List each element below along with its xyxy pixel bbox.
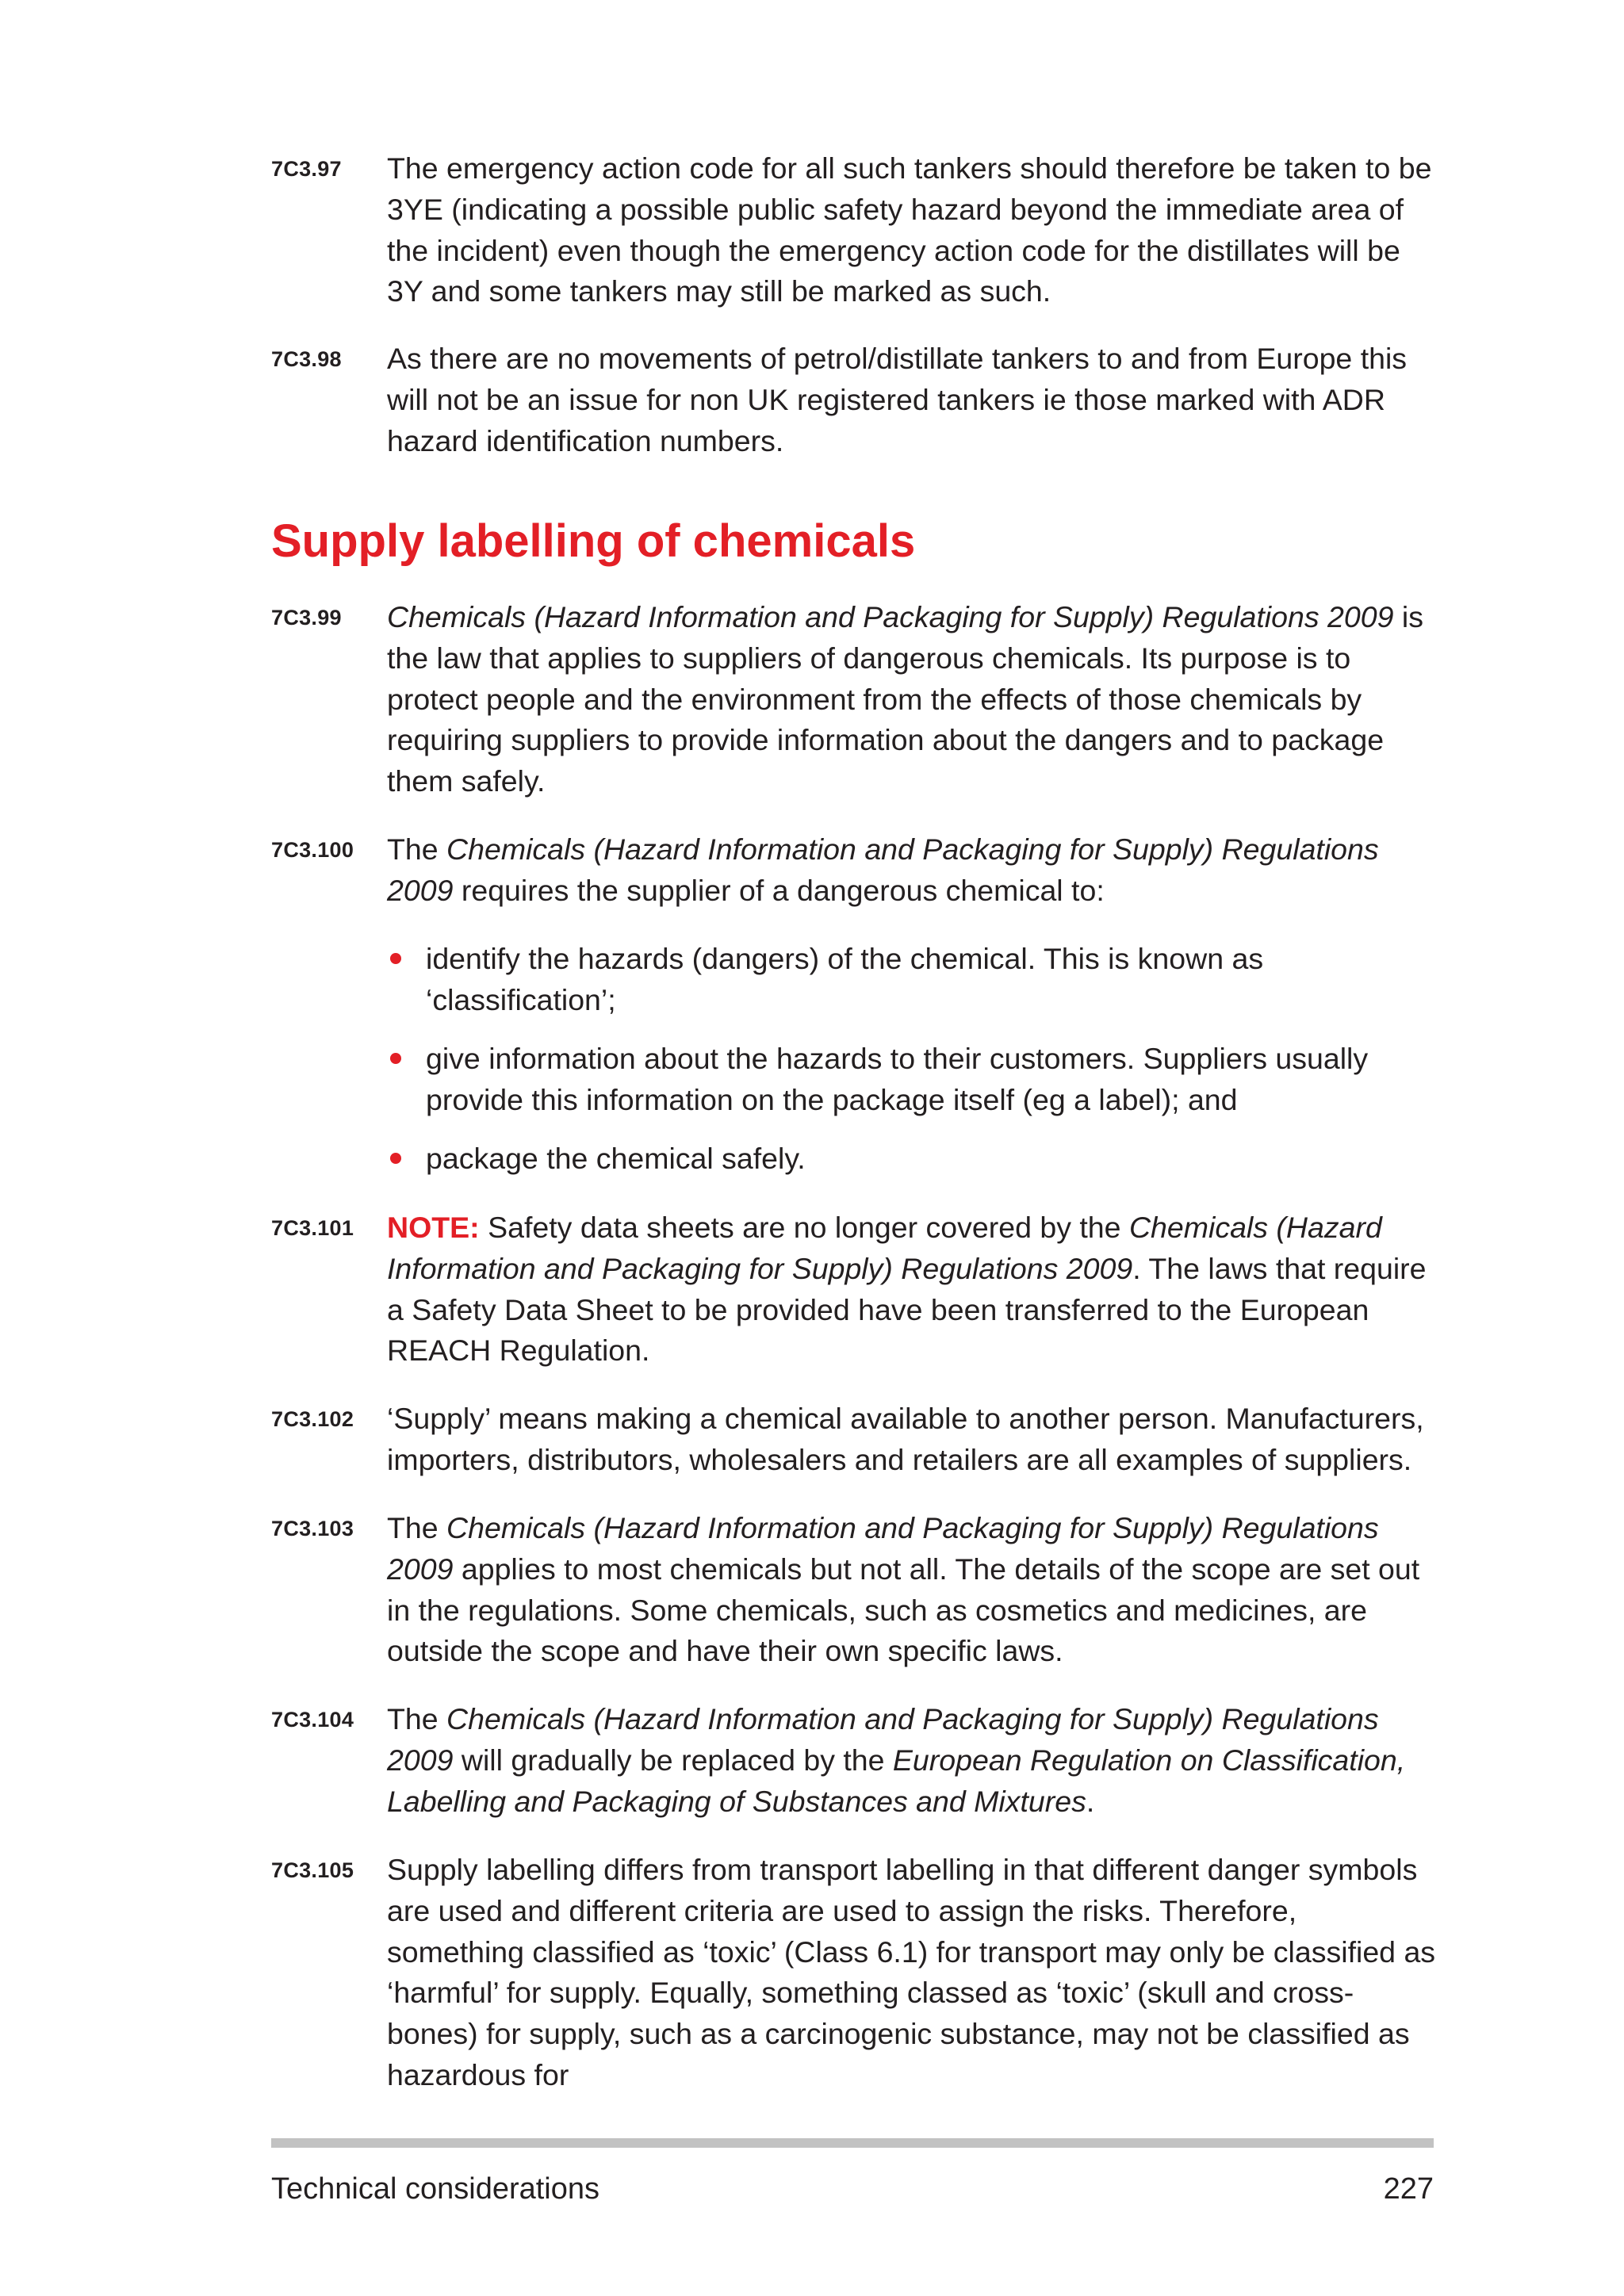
regulation-title: European Regulation on Classification, Labelling and Packaging of Substances and Mixtures bbox=[387, 1743, 1406, 1818]
paragraph-number: 7C3.100 bbox=[271, 838, 354, 862]
paragraph-text bbox=[387, 1699, 1437, 1822]
text-segment: Supply labelling differs from transport labelling in that different danger symbols are used and different criteria are used to assign the risks. Therefore, something classified as ‘toxic’ (Class 6.1) for transport may only be classified as ‘harmful’ for supply. Equally, something classed as ‘toxic’ (skull and cross-bones) for supply, such as a carcinogenic substance, may not be classified as hazardous for bbox=[387, 1853, 1436, 2091]
regulation-title: Chemicals (Hazard Information and Packaging for Supply) Regulations 2009 bbox=[387, 1511, 1379, 1586]
text-segment: . bbox=[1086, 1784, 1095, 1818]
paragraph-7c3-102 bbox=[271, 1399, 1437, 1481]
paragraph-7c3-97 bbox=[271, 148, 1437, 312]
paragraph-number: 7C3.102 bbox=[271, 1407, 354, 1431]
regulation-title: Chemicals (Hazard Information and Packaging for Supply) Regulations 2009 bbox=[387, 1702, 1379, 1777]
bullet-item bbox=[387, 1138, 1442, 1180]
bullet-dot-icon bbox=[390, 953, 401, 964]
paragraph-7c3-100 bbox=[271, 829, 1437, 912]
paragraph-7c3-103 bbox=[271, 1508, 1437, 1672]
paragraph-7c3-99 bbox=[271, 597, 1437, 802]
paragraph-text bbox=[387, 829, 1437, 912]
paragraph-number: 7C3.99 bbox=[271, 606, 342, 629]
text-segment: applies to most chemicals but not all. The details of the scope are set out in the regulations. Some chemicals, such as cosmetics and medicines, are outside the scope and have their own specific laws. bbox=[387, 1552, 1420, 1668]
regulation-title: Chemicals (Hazard Information and Packaging for Supply) Regulations 2009 bbox=[387, 600, 1394, 633]
text-segment: ‘Supply’ means making a chemical available to another person. Manufacturers, importers, distributors, wholesalers and retailers are all examples of suppliers. bbox=[387, 1402, 1424, 1476]
paragraph-7c3-101 bbox=[271, 1207, 1437, 1372]
text-segment: will gradually be replaced by the bbox=[453, 1743, 893, 1777]
text-segment: Safety data sheets are no longer covered by the bbox=[479, 1211, 1129, 1244]
paragraph-number: 7C3.98 bbox=[271, 347, 342, 371]
paragraph-number: 7C3.105 bbox=[271, 1858, 354, 1882]
text-segment: The emergency action code for all such tankers should therefore be taken to be 3YE (indicating a possible public safety hazard beyond the immediate area of the incident) even though the emergency action code for the distillates will be 3Y and some tankers may still be marked as such. bbox=[387, 151, 1432, 308]
bullet-dot-icon bbox=[390, 1153, 401, 1164]
paragraph-number: 7C3.97 bbox=[271, 157, 342, 181]
text-segment: is the law that applies to suppliers of dangerous chemicals. Its purpose is to protect people and the environment from the effects of those chemicals by requiring suppliers to provide information about the dangers and to package them safely. bbox=[387, 600, 1423, 798]
text-segment: requires the supplier of a dangerous chemical to: bbox=[453, 873, 1105, 907]
footer-section-title: Technical considerations bbox=[271, 2172, 600, 2206]
text-segment: The bbox=[387, 832, 447, 866]
bullet-dot-icon bbox=[390, 1053, 401, 1064]
text-segment: The bbox=[387, 1511, 447, 1544]
regulation-title: Chemicals (Hazard Information and Packaging for Supply) Regulations 2009 bbox=[387, 1211, 1382, 1285]
paragraph-text bbox=[387, 1399, 1437, 1481]
text-segment: As there are no movements of petrol/distillate tankers to and from Europe this will not be an issue for non UK registered tankers ie those marked with ADR hazard identification numbers. bbox=[387, 342, 1408, 457]
bullet-item bbox=[387, 1039, 1442, 1121]
text-segment: The bbox=[387, 1702, 447, 1735]
regulation-title: Chemicals (Hazard Information and Packaging for Supply) Regulations 2009 bbox=[387, 832, 1379, 907]
paragraph-text bbox=[387, 339, 1437, 461]
bullet-text: give information about the hazards to their customers. Suppliers usually provide this information on the package itself (eg a label); and bbox=[426, 1042, 1369, 1116]
bullet-item bbox=[387, 939, 1442, 1021]
bullet-text: identify the hazards (dangers) of the chemical. This is known as ‘classification’; bbox=[426, 942, 1264, 1016]
paragraph-text bbox=[387, 1850, 1437, 2096]
paragraph-number: 7C3.101 bbox=[271, 1216, 354, 1240]
section-heading: Supply labelling of chemicals bbox=[271, 515, 916, 567]
paragraph-text bbox=[387, 148, 1437, 312]
paragraph-7c3-105 bbox=[271, 1850, 1437, 2096]
paragraph-text bbox=[387, 1508, 1437, 1672]
footer-divider bbox=[271, 2138, 1434, 2148]
bullet-text: package the chemical safely. bbox=[426, 1142, 806, 1175]
paragraph-number: 7C3.104 bbox=[271, 1708, 354, 1732]
paragraph-7c3-104 bbox=[271, 1699, 1437, 1822]
paragraph-text bbox=[387, 1207, 1437, 1372]
text-segment: . The laws that require a Safety Data Sheet to be provided have been transferred to the European REACH Regulation. bbox=[387, 1251, 1427, 1368]
paragraph-number: 7C3.103 bbox=[271, 1517, 354, 1540]
paragraph-7c3-98 bbox=[271, 339, 1437, 461]
note-label: NOTE: bbox=[387, 1211, 480, 1244]
page-number: 227 bbox=[1383, 2172, 1434, 2206]
paragraph-text bbox=[387, 597, 1437, 802]
